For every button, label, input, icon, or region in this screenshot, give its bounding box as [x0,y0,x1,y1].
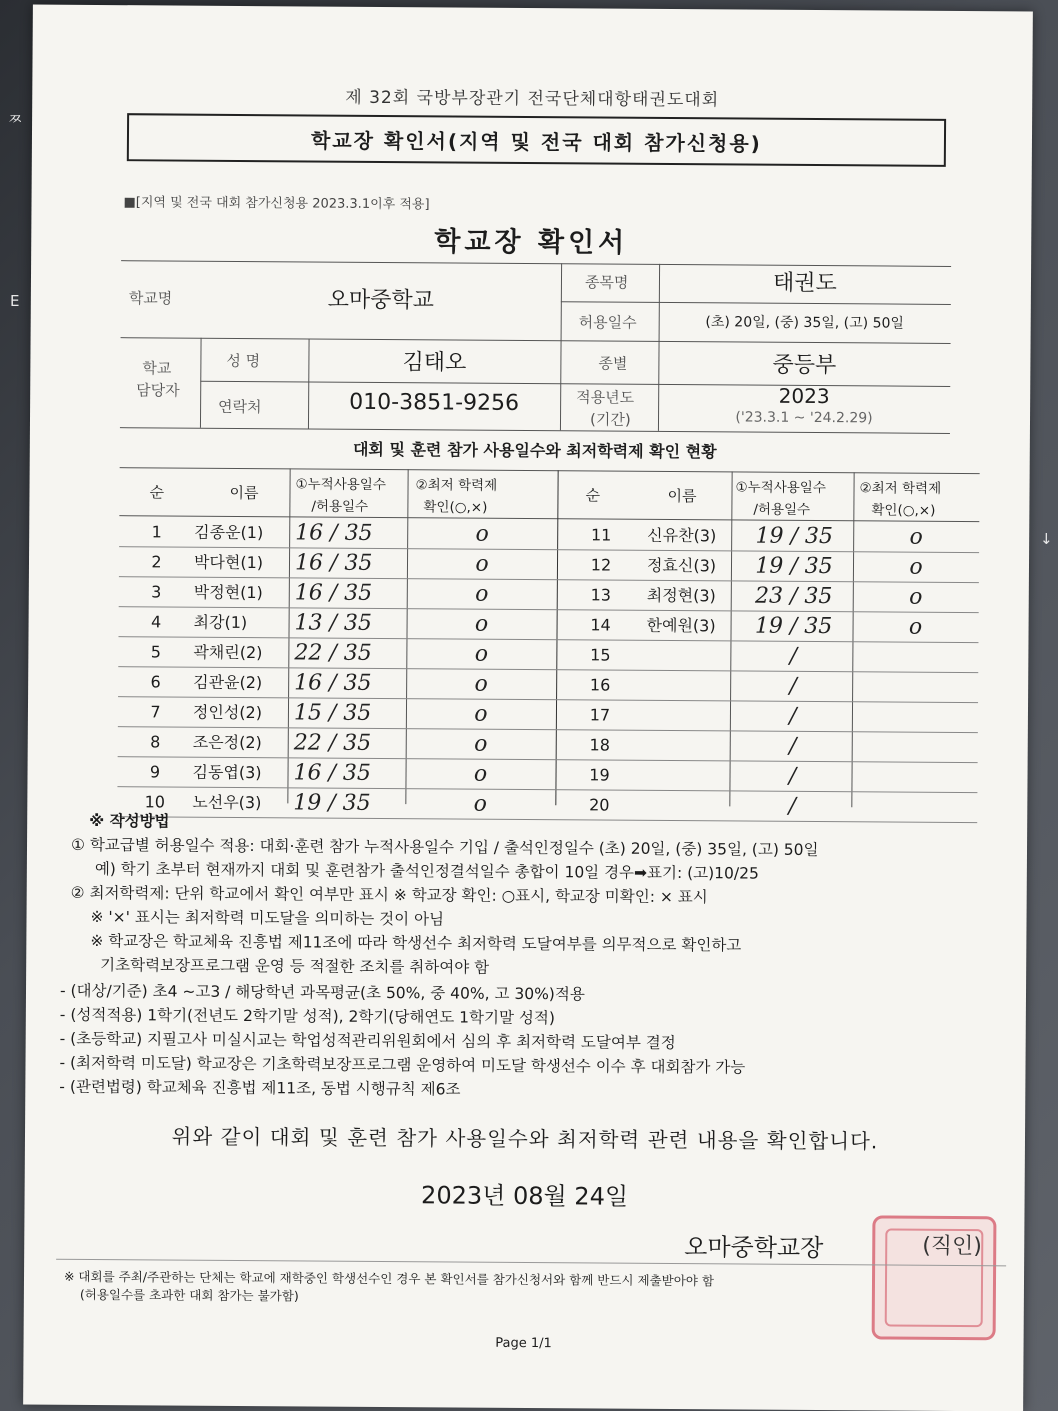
cell-no: 19 [589,765,610,785]
note-line: - (관련법령) 학교체육 진흥법 제11조, 동법 시행규칙 제6조 [59,1077,461,1099]
header-no: 순 [149,483,165,502]
document-title: 학교장 확인서 [434,226,629,259]
laptop-key-icon: ↓ [1040,530,1053,548]
cell-days: 22 / 35 [293,730,372,756]
info-border [121,337,951,344]
cell-days: 19 / 35 [755,523,833,550]
header-days: /허용일수 [311,498,369,515]
note-line: ① 학교급별 허용일수 적용: 대회·훈련 참가 누적사용일수 기입 / 출석인정일수 (초) 20일, (중) 35일, (고) 50일 [70,835,819,860]
school-name: 오마중학교 [327,287,435,314]
cell-check: o [474,641,489,667]
category-value: 중등부 [772,352,837,379]
cell-name [645,761,729,792]
cell-name [646,731,730,762]
cell-name: 김관윤(2) [193,672,263,693]
cell-check [852,672,978,703]
cell-no: 16 [589,675,611,695]
cell-check: o [474,671,488,697]
year-period: ('23.3.1 ~ '24.2.29) [735,409,873,427]
cell-check: o [909,554,923,580]
cell-days: 16 / 35 [293,760,372,786]
note-line: 기초학력보장프로그램 운영 등 적절한 조치를 취하여야 함 [100,956,490,977]
cell-days: / [788,763,797,789]
cell-name: 박정현(1) [193,582,263,603]
cell-days: 16 / 35 [294,550,373,576]
info-border [120,427,950,434]
info-border [561,301,951,305]
principal-name: 오마중학교장 [684,1233,824,1263]
cell-no: 17 [589,705,611,725]
cell-name: 정인성(2) [192,702,263,723]
cell-no: 20 [589,795,610,815]
header-check: ②최저 학력제 [415,477,498,494]
cell-days: 16 / 35 [295,520,373,546]
cell-name [646,701,730,732]
table-border [120,467,980,474]
manager-label: 담당자 [136,381,180,400]
info-border [200,338,202,428]
cell-days: 19 / 35 [754,613,833,640]
cell-no: 3 [151,582,162,602]
competition-title: 제 32회 국방부장관기 전국단체대항태권도대회 [345,87,720,111]
cell-no: 5 [150,642,162,662]
cell-check [851,762,977,793]
notes-heading: ※ 작성방법 [89,811,170,831]
name-label: 성 명 [226,351,261,371]
header-no: 순 [585,486,601,505]
year-value: 2023 [778,383,830,409]
header-check: 확인(○,×) [871,502,936,519]
note-line: - (최저학력 미도달) 학교장은 기초학력보장프로그램 운영하여 미도달 학생선수 이수 후 대회참가 가능 [59,1053,746,1077]
table-row [117,787,977,823]
year-label: (기간) [589,410,631,429]
header-name: 이름 [667,486,697,506]
header-days: /허용일수 [753,501,811,518]
manager-label: 학교 [142,359,172,378]
cell-name: 노선우(3) [192,792,262,813]
cell-check [851,792,977,823]
cell-name: 곽채린(2) [193,642,263,663]
cell-days: 13 / 35 [294,610,373,636]
note-line: - (성적적용) 1학기(전년도 2학기말 성적), 2학기(당해연도 1학기말 성적) [59,1005,555,1028]
cell-check: o [473,791,488,817]
cell-no: 2 [151,552,162,572]
cell-days: / [788,793,797,819]
cell-days: 16 / 35 [294,580,373,606]
cell-no: 8 [150,732,161,752]
confirmation-date: 2023년 08월 24일 [421,1181,629,1211]
seal-label: (직인) [922,1233,983,1260]
header-days: ①누적사용일수 [295,476,386,494]
allowed-days-value: (초) 20일, (중) 35일, (고) 50일 [705,314,904,332]
cell-check: o [908,614,923,640]
cell-name: 김종운(1) [194,522,264,543]
note-line: ※ '×' 표시는 최저학력 미도달을 의미하는 것이 아님 [90,907,445,929]
cell-name: 최강(1) [193,612,248,633]
cell-days: 23 / 35 [754,583,833,610]
note-line: - (대상/기준) 초4 ~고3 / 해당학년 과목평균(초 50%, 중 40%, 고 30%)적용 [59,981,585,1004]
category-label: 종별 [598,354,628,373]
cell-days: 22 / 35 [294,640,372,666]
page-number: Page 1/1 [495,1335,552,1352]
cell-check: o [475,551,489,577]
cell-name [645,791,729,822]
header-check: 확인(○,×) [423,499,488,516]
cell-name: 한예원(3) [646,615,716,636]
cell-check: o [475,581,489,607]
laptop-key-icon: E [10,292,20,310]
cell-check: o [474,611,489,637]
cell-days: 19 / 35 [293,790,371,816]
note-line: ※ 학교장은 학교체육 진흥법 제11조에 따라 학생선수 최저학력 도달여부를 의무적으로 확인하고 [90,931,742,955]
header-days: ①누적사용일수 [735,479,826,497]
cell-days: 15 / 35 [293,700,372,726]
cell-days: / [788,733,797,759]
cell-no: 9 [149,762,161,782]
laptop-key-icon: ㅉ [8,110,23,128]
cell-check: o [909,524,923,550]
cell-no: 15 [590,645,611,665]
cell-name [646,671,730,702]
cell-no: 18 [589,735,610,755]
cell-name: 최정현(3) [646,585,716,606]
cell-check: o [475,521,489,547]
sport-label: 종목명 [584,273,629,292]
cell-check [852,642,978,673]
cell-no: 14 [590,615,611,635]
cell-no: 10 [144,792,166,812]
header-check: ②최저 학력제 [859,480,942,497]
cell-check: o [474,701,488,727]
sport-value: 태권도 [772,270,837,297]
cell-check [852,732,978,763]
cell-check [852,702,978,733]
cell-check: o [474,731,488,757]
contact-value: 010-3851-9256 [349,389,520,416]
cell-name [646,641,730,672]
confirmation-statement: 위와 같이 대회 및 훈련 참가 사용일수와 최저학력 관련 내용을 확인합니다. [171,1124,879,1154]
cell-no: 1 [151,522,162,542]
contact-label: 연락처 [218,397,262,417]
manager-name: 김태오 [402,350,467,376]
cell-check: o [473,761,488,787]
school-label: 학교명 [128,289,173,308]
header-name: 이름 [229,483,259,503]
cell-no: 13 [590,585,612,605]
cell-no: 12 [590,555,612,575]
footer-note: (허용일수를 초과한 대회 참가는 불가함) [79,1286,299,1304]
note-line: ② 최저학력제: 단위 학교에서 확인 여부만 표시 ※ 학교장 확인: ○표시, 학교장 미확인: × 표시 [70,883,708,907]
note-line: - (초등학교) 지필고사 미실시교는 학업성적관리위원회에서 심의 후 최저학력 도달여부 결정 [59,1029,676,1053]
cell-name: 정효신(3) [646,555,717,576]
cell-days: / [789,643,798,669]
cell-name: 김동엽(3) [192,762,262,783]
cell-no: 6 [150,672,161,692]
box-title: 학교장 확인서(지역 및 전국 대회 참가신청용) [127,113,946,167]
cell-days: / [789,673,797,699]
applicability-note: ■[지역 및 전국 대회 참가신청용 2023.3.1이후 적용] [123,195,430,213]
cell-days: 19 / 35 [755,553,833,580]
cell-no: 11 [590,525,612,545]
cell-name: 신유찬(3) [647,525,717,546]
cell-name: 박다현(1) [193,552,264,573]
cell-check: o [909,584,923,610]
year-label: 적용년도 [576,388,635,407]
table-caption: 대회 및 훈련 참가 사용일수와 최저학력제 확인 현황 [352,439,717,462]
cell-days: / [789,703,797,729]
attendance-table [120,467,980,819]
note-line: 예) 학기 초부터 현재까지 대회 및 훈련참가 출석인정결석일수 총합이 10일 경우➡표기: (고)10/25 [94,859,759,883]
cell-name: 조은정(2) [192,732,262,753]
document-page [23,5,1033,1411]
allowed-days-label: 허용일수 [578,313,637,332]
footer-divider [56,1259,1006,1267]
footer-note: ※ 대회를 주최/주관하는 단체는 학교에 재학중인 학생선수인 경우 본 확인서를 참가신청서와 함께 반드시 제출받아야 함 [63,1268,714,1289]
cell-no: 4 [150,612,162,632]
cell-no: 7 [150,702,161,722]
cell-days: 16 / 35 [294,670,372,696]
